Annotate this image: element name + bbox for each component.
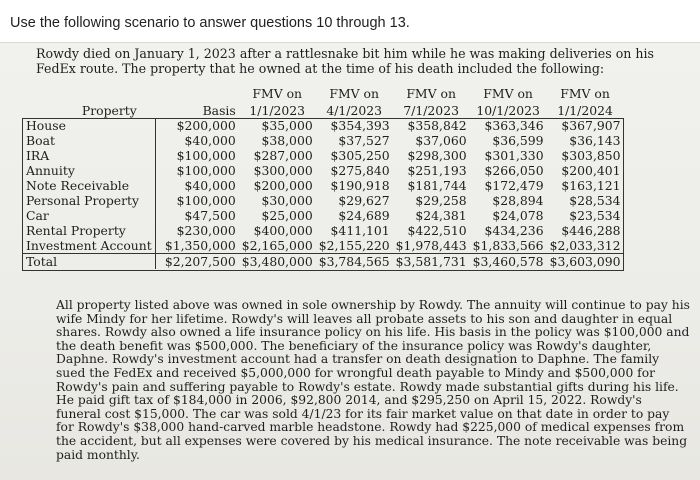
cell-property-name: Annuity (26, 163, 75, 178)
instruction-text: Use the following scenario to answer questions 10 through 13. (10, 15, 410, 31)
cell-fmv-4-1-2023: $354,393 (330, 118, 390, 133)
paragraph-line: Rowdy's pain and suffering payable to Rowdy's estate. Rowdy made substantial gifts during his life. (56, 379, 679, 394)
col-header-date: 7/1/2023 (403, 103, 459, 118)
cell-basis: $200,000 (176, 118, 236, 133)
cell-basis: $40,000 (184, 178, 236, 193)
cell-fmv-1-1-2024: $23,534 (569, 208, 621, 223)
paragraph-line: the accident, but all expenses were covered by his medical insurance. The note receivable was being (56, 433, 688, 448)
cell-fmv-7-1-2023: $37,060 (415, 133, 467, 148)
total-row (22, 254, 624, 270)
cell-property-name: Rental Property (26, 223, 126, 238)
cell-fmv-7-1-2023: $358,842 (407, 118, 467, 133)
col-header-fmv: FMV on (560, 86, 610, 101)
paragraph-line: funeral cost $15,000. The car was sold 4/1/23 for its fair market value on that date in order to pay (56, 406, 670, 421)
header-row-bottom (22, 101, 624, 118)
paragraph-line: All property listed above was owned in sole ownership by Rowdy. The annuity will continue to pay his (56, 298, 690, 312)
cell-fmv-4-1-2023: $411,101 (330, 223, 390, 238)
total-fmv-1-1-2023: $3,480,000 (239, 254, 316, 270)
total-fmv-1-1-2024: $3,603,090 (547, 254, 624, 270)
col-header-date: 4/1/2023 (326, 103, 383, 118)
cell-property-name: IRA (26, 148, 50, 163)
table-row (22, 178, 624, 193)
cell-fmv-10-1-2023: $36,599 (492, 133, 544, 148)
cell-fmv-4-1-2023: $305,250 (330, 148, 390, 163)
table-row (22, 208, 624, 223)
cell-basis: $230,000 (176, 223, 236, 238)
cell-fmv-7-1-2023: $24,381 (415, 208, 467, 223)
paragraph-line: shares. Rowdy also owned a life insurance policy on his life. His basis in the policy was $100,000 and (56, 325, 690, 340)
cell-fmv-7-1-2023: $298,300 (407, 148, 467, 163)
cell-fmv-1-1-2023: $38,000 (261, 133, 313, 148)
paragraph-line: sued the FedEx and received $5,000,000 for wrongful death payable to Mindy and $500,000 for (56, 365, 656, 380)
cell-fmv-1-1-2023: $35,000 (261, 118, 313, 133)
cell-property-name: Note Receivable (26, 178, 130, 193)
paragraph-line: Daphne. Rowdy's investment account had a transfer on death designation to Daphne. The family (56, 352, 660, 367)
question-header (0, 0, 700, 43)
cell-fmv-10-1-2023: $301,330 (484, 148, 544, 163)
cell-property-name: Investment Account (26, 238, 152, 253)
paragraph-line: for Rowdy's $38,000 hand-carved marble headstone. Rowdy had $225,000 of medical expenses from (56, 420, 685, 435)
table-row (22, 118, 624, 133)
cell-fmv-7-1-2023: $29,258 (415, 193, 467, 208)
table-row (22, 223, 624, 238)
cell-fmv-1-1-2024: $303,850 (561, 148, 621, 163)
scenario-paragraph (56, 299, 696, 462)
cell-basis: $1,350,000 (164, 238, 236, 253)
paragraph-line: He paid gift tax of $184,000 in 2006, $92,800 2014, and $295,250 on April 15, 2022. Rowdy's (56, 393, 642, 408)
cell-fmv-1-1-2024: $446,288 (561, 223, 621, 238)
cell-basis: $100,000 (176, 163, 236, 178)
cell-fmv-4-1-2023: $190,918 (330, 178, 390, 193)
cell-fmv-1-1-2024: $367,907 (561, 118, 621, 133)
cell-fmv-4-1-2023: $275,840 (330, 163, 390, 178)
cell-basis: $47,500 (184, 208, 236, 223)
cell-property-name: Personal Property (26, 193, 140, 208)
cell-fmv-1-1-2023: $300,000 (253, 163, 313, 178)
cell-fmv-1-1-2023: $30,000 (261, 193, 313, 208)
col-header-date: 10/1/2023 (476, 103, 540, 118)
cell-fmv-10-1-2023: $1,833,566 (472, 238, 544, 253)
table-row (22, 193, 624, 208)
cell-fmv-1-1-2024: $2,033,312 (549, 238, 621, 253)
paragraph-line: wife Mindy for her lifetime. Rowdy's will leaves all probate assets to his son and daughter in equal (56, 311, 673, 326)
cell-basis: $40,000 (184, 133, 236, 148)
cell-fmv-10-1-2023: $28,894 (492, 193, 544, 208)
cell-fmv-10-1-2023: $24,078 (492, 208, 544, 223)
paragraph-line: paid monthly. (56, 447, 140, 462)
cell-fmv-1-1-2023: $2,165,000 (241, 238, 313, 253)
cell-fmv-7-1-2023: $251,193 (407, 163, 467, 178)
col-header-fmv: FMV on (252, 86, 303, 101)
cell-fmv-4-1-2023: $37,527 (338, 133, 390, 148)
table-row (22, 163, 624, 178)
cell-fmv-1-1-2023: $25,000 (261, 208, 313, 223)
header-row-top (22, 84, 624, 101)
cell-fmv-1-1-2024: $200,401 (561, 163, 621, 178)
cell-fmv-10-1-2023: $434,236 (484, 223, 544, 238)
col-header-fmv: FMV on (483, 86, 533, 101)
cell-fmv-1-1-2024: $163,121 (561, 178, 621, 193)
cell-fmv-10-1-2023: $266,050 (484, 163, 544, 178)
cell-fmv-7-1-2023: $181,744 (407, 178, 467, 193)
cell-fmv-1-1-2023: $400,000 (253, 223, 313, 238)
cell-fmv-1-1-2024: $36,143 (569, 133, 621, 148)
cell-fmv-1-1-2023: $287,000 (253, 148, 313, 163)
table-row (22, 238, 624, 254)
cell-fmv-4-1-2023: $24,689 (338, 208, 390, 223)
col-header-date: 1/1/2023 (249, 103, 306, 118)
table-row (22, 133, 624, 148)
cell-fmv-10-1-2023: $363,346 (484, 118, 544, 133)
cell-fmv-1-1-2024: $28,534 (569, 193, 621, 208)
property-table (22, 84, 624, 269)
cell-fmv-7-1-2023: $422,510 (407, 223, 467, 238)
cell-fmv-4-1-2023: $2,155,220 (318, 238, 390, 253)
cell-fmv-1-1-2023: $200,000 (253, 178, 313, 193)
total-property-name: Total (22, 254, 155, 270)
col-header-date: 1/1/2024 (557, 103, 613, 118)
intro-line: FedEx route. The property that he owned at the time of his death included the following: (36, 61, 605, 76)
paragraph-line: the death benefit was $500,000. The beneficiary of the insurance policy was Rowdy's daughter, (56, 338, 652, 353)
table-row (22, 148, 624, 163)
scenario-intro (36, 46, 676, 76)
cell-fmv-10-1-2023: $172,479 (484, 178, 544, 193)
total-basis: $2,207,500 (155, 254, 239, 270)
col-header-fmv: FMV on (329, 86, 379, 101)
cell-fmv-7-1-2023: $1,978,443 (395, 238, 467, 253)
col-header-fmv: FMV on (406, 86, 456, 101)
cell-property-name: Boat (26, 133, 55, 148)
total-fmv-7-1-2023: $3,581,731 (393, 254, 470, 270)
intro-line: Rowdy died on January 1, 2023 after a rattlesnake bit him while he was making deliveries on his (36, 46, 654, 61)
total-fmv-4-1-2023: $3,784,565 (316, 254, 393, 270)
cell-property-name: House (26, 118, 66, 133)
cell-property-name: Car (26, 208, 49, 223)
cell-fmv-4-1-2023: $29,627 (338, 193, 390, 208)
cell-basis: $100,000 (176, 148, 236, 163)
cell-basis: $100,000 (176, 193, 236, 208)
col-header-basis: Basis (202, 103, 236, 118)
total-fmv-10-1-2023: $3,460,578 (470, 254, 547, 270)
col-header-property: Property (81, 103, 137, 118)
